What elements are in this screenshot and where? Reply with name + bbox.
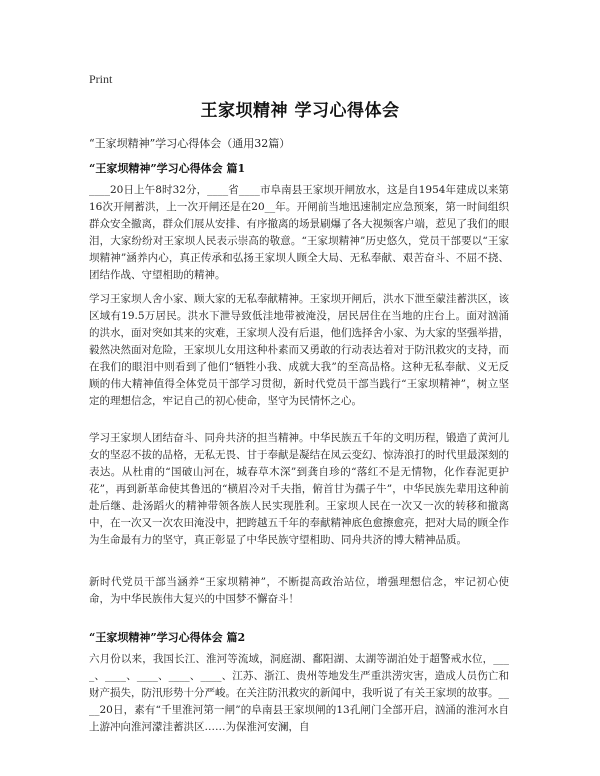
document-subtitle: “王家坝精神”学习心得体会（通用32篇） <box>89 137 291 150</box>
paragraph-2-1: 六月份以来，我国长江、淮河等流域，洞庭湖、鄱阳湖、太湖等湖泊处于超警戒水位，____、____、____、____、____、江苏、浙江、贵州等地发生严重洪涝灾害，造成人员伤亡和财产损失，防汛形势十分严峻。在关注防汛救灾的新闻中，我听说了有关王家坝的故事。____20日，素有“千里淮河第一闸”的阜南县王家坝闸的13孔闸门全部开启，汹涌的淮河水自上游冲向淮河濛洼蓄洪区……为保淮河安澜，自 <box>89 653 509 733</box>
paragraph-1-2: 学习王家坝人舍小家、顾大家的无私奉献精神。王家坝开闸后，洪水下泄至蒙洼蓄洪区，该区域有19.5万居民。洪水下泄导致低洼地带被淹没，居民居住在当地的庄台上。面对汹涌的洪水，面对突如其来的灾难，王家坝人没有后退，他们选择舍小家、为大家的坚强举措，毅然决然面对危险，王家坝儿女用这种朴素而又勇敢的行动表达着对于防汛救灾的支持，而在我们的眼泪中则看到了他们“牺牲小我、成就大我”的至高品格。这种无私奉献、义无反顾的伟大精神值得全体党员干部学习贯彻，新时代党员干部当践行“王家坝精神”，树立坚定的理想信念，牢记自己的初心使命，坚守为民情怀之心。 <box>89 293 509 407</box>
print-label[interactable]: Print <box>89 72 113 86</box>
page-title: 王家坝精神 学习心得体会 <box>200 101 400 121</box>
section-heading-1: “王家坝精神”学习心得体会 篇1 <box>89 162 246 175</box>
paragraph-1-3: 学习王家坝人团结奋斗、同舟共济的担当精神。中华民族五千年的文明历程，锻造了黄河儿女的坚忍不拔的品格，无私无畏、甘于奉献是凝结在凤云变幻、惊涛浪打的时代里最深刻的表达。从杜甫的“国破山河在，城春草木深”到龚自珍的“落红不是无情物，化作春泥更护花”，再到新革命使其鲁迅的“横眉冷对千夫指，俯首甘为孺子牛”，中华民族先辈用这种前赴后继、赴汤蹈火的精神带领各族人民实现胜利。王家坝人民在一次又一次的转移和撤离中，在一次又一次农田淹没中，把跨越五千年的奉献精神底色愈擦愈亮，把对大局的顾全作为生命最有力的坚守，真正彰显了中华民族守望相助、同舟共济的博大精神品质。 <box>89 432 509 546</box>
paragraph-1-1: ____20日上午8时32分，____省____市阜南县王家坝开闸放水，这是自1954年建成以来第16次开闸蓄洪，上一次开闸还是在20__年。开闸前当地迅速制定应急预案，第一时间组织群众安全撤离，群众们展从安排、有序撤离的场景刷爆了各大视频客户端，惹见了我们的眼泪，大家纷纷对王家坝人民表示崇高的敬意。“王家坝精神”历史悠久，党员干部要以“王家坝精神”涵养内心，真正传承和弘扬王家坝人顾全大局、无私奉献、艰苦奋斗、不屈不挠、团结作战、守望相助的精神。 <box>89 184 509 281</box>
paragraph-1-4: 新时代党员干部当涵养“王家坝精神”，不断提高政治站位，增强理想信念，牢记初心使命，为中华民族伟大复兴的中国梦不懈奋斗！ <box>89 576 509 605</box>
section-heading-2: “王家坝精神”学习心得体会 篇2 <box>89 631 246 644</box>
